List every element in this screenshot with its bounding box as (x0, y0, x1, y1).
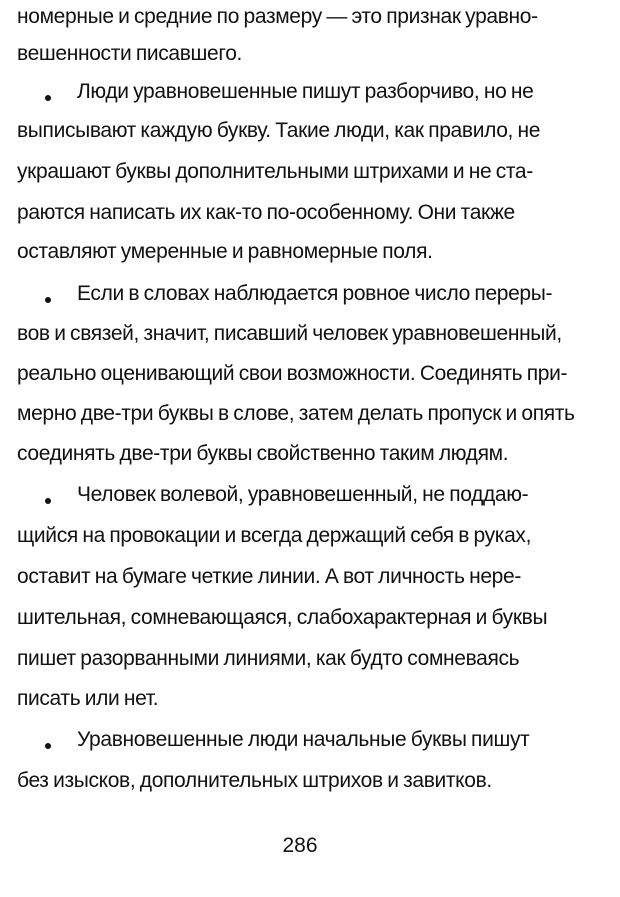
text-line: оставит на бумаге четкие линии. А вот личность нере- (17, 565, 521, 588)
text-line: писать или нет. (17, 687, 159, 710)
bullet-icon (45, 297, 51, 303)
text-line: пишет разорванными линиями, как будто сомневаясь (17, 647, 520, 670)
text-line: Если в словах наблюдается ровное число переры- (77, 282, 553, 305)
text-line: раются написать их как-то по-особенному. Они также (17, 201, 515, 224)
text-line: вешенности писавшего. (17, 42, 243, 65)
text-line: соединять две-три буквы свойственно таким людям. (17, 442, 509, 465)
text-line: мерно две-три буквы в слове, затем делать пропуск и опять (17, 402, 575, 425)
text-line: реально оценивающий свои возможности. Соединять при- (17, 362, 568, 385)
text-line: выписывают каждую букву. Такие люди, как правило, не (17, 119, 541, 142)
text-line: Человек волевой, уравновешенный, не поддаю- (77, 483, 529, 506)
text-line: вов и связей, значит, писавший человек уравновешенный, (17, 322, 562, 345)
text-line: оставляют умеренные и равномерные поля. (17, 240, 433, 263)
text-line: номерные и средние по размеру — это признак уравно- (17, 5, 538, 28)
text-line: Уравновешенные люди начальные буквы пишут (77, 728, 530, 751)
text-line: шительная, сомневающаяся, слабохарактерная и буквы (17, 606, 548, 629)
bullet-icon (45, 743, 51, 749)
text-line: без изысков, дополнительных штрихов и завитков. (17, 769, 492, 792)
text-line: Люди уравновешенные пишут разборчиво, но не (77, 80, 534, 103)
bullet-icon (45, 498, 51, 504)
bullet-icon (45, 95, 51, 101)
text-line: украшают буквы дополнительными штрихами и не ста- (17, 160, 533, 183)
text-line: щийся на провокации и всегда держащий себя в руках, (17, 524, 532, 547)
page-number: 286 (282, 834, 318, 857)
